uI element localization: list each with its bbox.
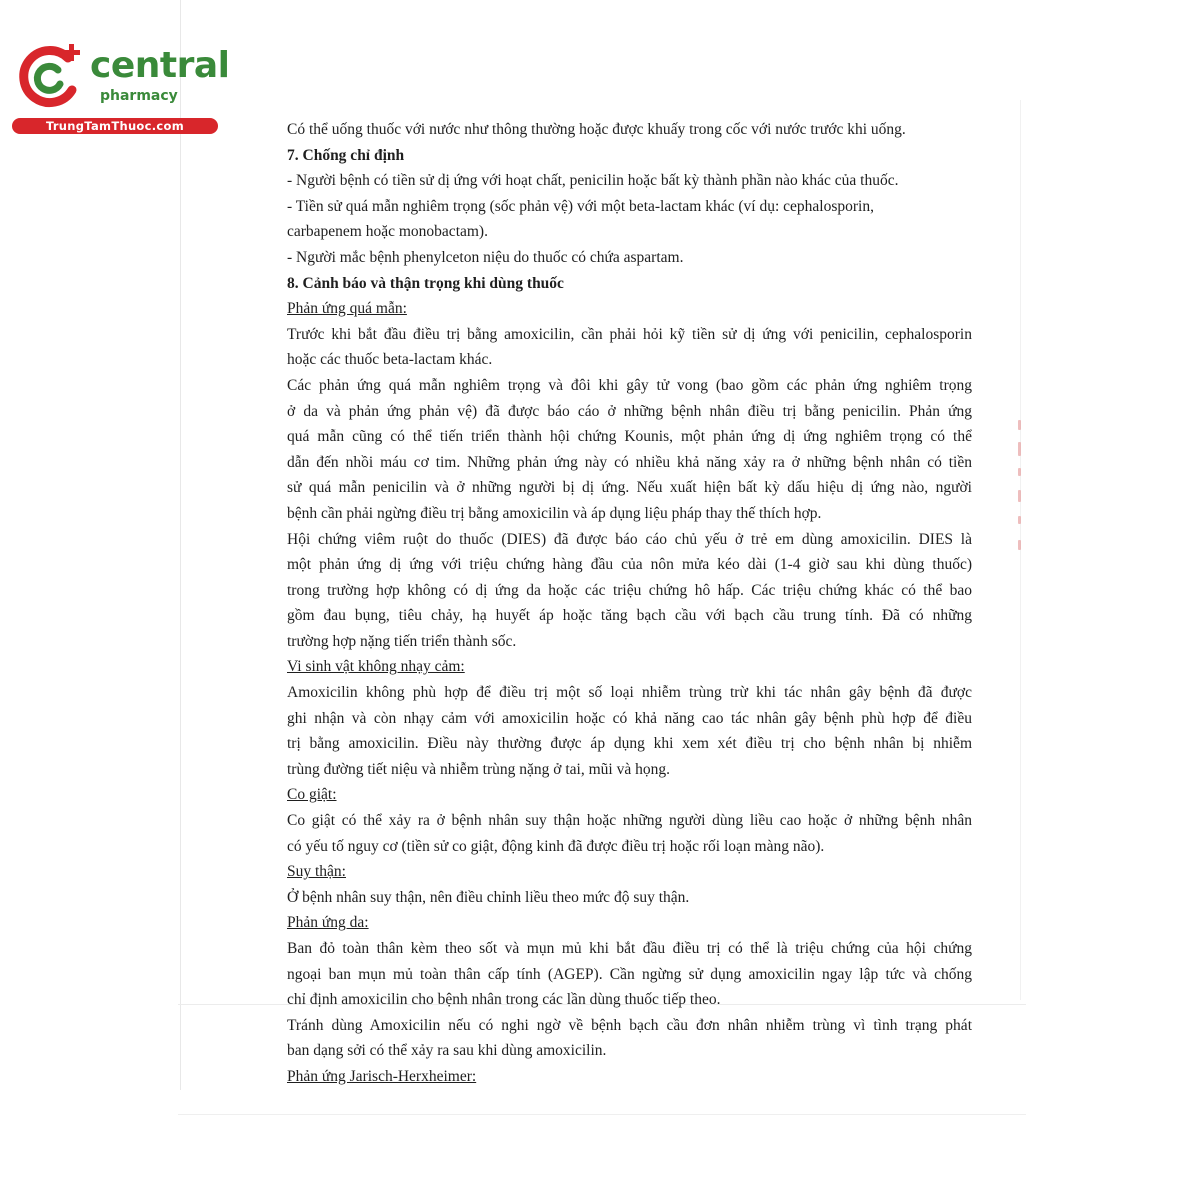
scan-edge xyxy=(178,1114,1026,1115)
brand-name: central xyxy=(90,45,230,86)
document-body xyxy=(287,117,972,1090)
text-line: ghi nhận và còn nhạy cảm với amoxicilin hoặc có khả năng cao tác nhân gây bệnh phù hợp để điều xyxy=(287,709,972,727)
brand-subtitle: pharmacy xyxy=(100,88,178,104)
stamp-marks xyxy=(1014,420,1026,570)
text-line: trùng đường tiết niệu và nhiễm trùng nặng ở tai, mũi và họng. xyxy=(287,760,670,778)
text-line: hoặc các thuốc beta-lactam khác. xyxy=(287,351,493,369)
text-line: chỉ định amoxicilin cho bệnh nhân trong các lần dùng thuốc tiếp theo. xyxy=(287,991,721,1009)
text-line: trị bằng amoxicilin. Điều này thường được áp dụng khi xem xét điều trị cho bệnh nhân bị nhiễm xyxy=(287,735,972,753)
text-line: quá mẫn cũng có thể tiến triển thành hội chứng Kounis, một phản ứng dị ứng nghiêm trọng có thể xyxy=(287,428,972,446)
text-line: Co giật có thể xảy ra ở bệnh nhân suy thận hoặc những người dùng liều cao hoặc ở những bệnh nhân xyxy=(287,812,972,830)
subsection-heading: Co giật: xyxy=(287,786,337,804)
subsection-heading: Phản ứng da: xyxy=(287,914,369,932)
text-line: - Tiền sử quá mẫn nghiêm trọng (sốc phản vệ) với một beta-lactam khác (ví dụ: cephalosporin, xyxy=(287,197,874,215)
text-line: - Người bệnh có tiền sử dị ứng với hoạt chất, penicilin hoặc bất kỳ thành phần nào khác của thuốc. xyxy=(287,172,899,190)
text-line: ở da và phản ứng phản vệ) đã được báo cáo ở những bệnh nhân điều trị bằng penicilin. Phản ứng xyxy=(287,402,972,420)
text-line: Amoxicilin không phù hợp để điều trị một số loại nhiễm trùng trừ khi tác nhân gây bệnh đã được xyxy=(287,684,972,702)
subsection-heading: Phản ứng Jarisch-Herxheimer: xyxy=(287,1067,477,1085)
text-line: gồm đau bụng, tiêu chảy, hạ huyết áp hoặc tăng bạch cầu với bạch cầu trung tính. Đã có những xyxy=(287,607,972,625)
subsection-heading: Suy thận: xyxy=(287,863,346,881)
text-line: Có thể uống thuốc với nước như thông thường hoặc được khuấy trong cốc với nước trước khi uống. xyxy=(287,121,906,138)
text-line: Các phản ứng quá mẫn nghiêm trọng và đôi khi gây tử vong (bao gồm các phản ứng nghiêm trọng xyxy=(287,376,972,394)
scan-edge xyxy=(180,0,181,1090)
text-line: Hội chứng viêm ruột do thuốc (DIES) đã được báo cáo chủ yếu ở trẻ em dùng amoxicilin. DIES là xyxy=(287,530,972,548)
text-line: trường hợp nặng tiến triển thành sốc. xyxy=(287,632,517,650)
text-line: có yếu tố nguy cơ (tiền sử co giật, động kinh đã được điều trị hoặc rối loạn màng não). xyxy=(287,837,825,855)
text-line: trong trường hợp không có dị ứng da hoặc các triệu chứng hô hấp. Các triệu chứng khác có thể bao xyxy=(287,581,972,599)
text-line: ngoại ban mụn mủ toàn thân cấp tính (AGEP). Cần ngừng sử dụng amoxicilin ngay lập tức và chống xyxy=(287,965,972,983)
text-line: Ban đỏ toàn thân kèm theo sốt và mụn mủ khi bắt đầu điều trị có thể là triệu chứng của hội chứng xyxy=(287,940,972,957)
text-line: bệnh cần phải ngừng điều trị bằng amoxicilin và áp dụng liệu pháp thay thế thích hợp. xyxy=(287,504,822,522)
text-line: một phản ứng dị ứng với triệu chứng hàng đầu của nôn mửa kéo dài (1-4 giờ sau khi dùng thuốc) xyxy=(287,556,972,574)
logo-mark-icon xyxy=(10,38,90,118)
text-line: ban dạng sởi có thể xảy ra sau khi dùng amoxicilin. xyxy=(287,1042,607,1060)
section-heading: 8. Cảnh báo và thận trọng khi dùng thuốc xyxy=(287,274,564,292)
text-line: carbapenem hoặc monobactam). xyxy=(287,223,488,241)
text-line: dẫn đến nhồi máu cơ tim. Những phản ứng này có nhiều khả năng xảy ra ở những bệnh nhân có tiền xyxy=(287,453,972,471)
section-heading: 7. Chống chỉ định xyxy=(287,146,405,164)
text-line: - Người mắc bệnh phenylceton niệu do thuốc có chứa aspartam. xyxy=(287,248,684,266)
subsection-heading: Phản ứng quá mẫn: xyxy=(287,300,407,318)
brand-url-banner: TrungTamThuoc.com xyxy=(12,118,218,134)
subsection-heading: Vi sinh vật không nhạy cảm: xyxy=(287,658,465,676)
text-line: Ở bệnh nhân suy thận, nên điều chỉnh liều theo mức độ suy thận. xyxy=(287,888,690,906)
central-pharmacy-logo[interactable] xyxy=(10,38,230,138)
text-line: sử quá mẫn penicilin và ở những người bị dị ứng. Nếu xuất hiện bất kỳ dấu hiệu dị ứng nào, người xyxy=(287,479,972,497)
text-line: Tránh dùng Amoxicilin nếu có nghi ngờ về bệnh bạch cầu đơn nhân nhiễm trùng vì tình trạng phát xyxy=(287,1016,972,1034)
text-line: Trước khi bắt đầu điều trị bằng amoxicilin, cần phải hỏi kỹ tiền sử dị ứng với penicilin, cephalosporin xyxy=(287,325,972,343)
